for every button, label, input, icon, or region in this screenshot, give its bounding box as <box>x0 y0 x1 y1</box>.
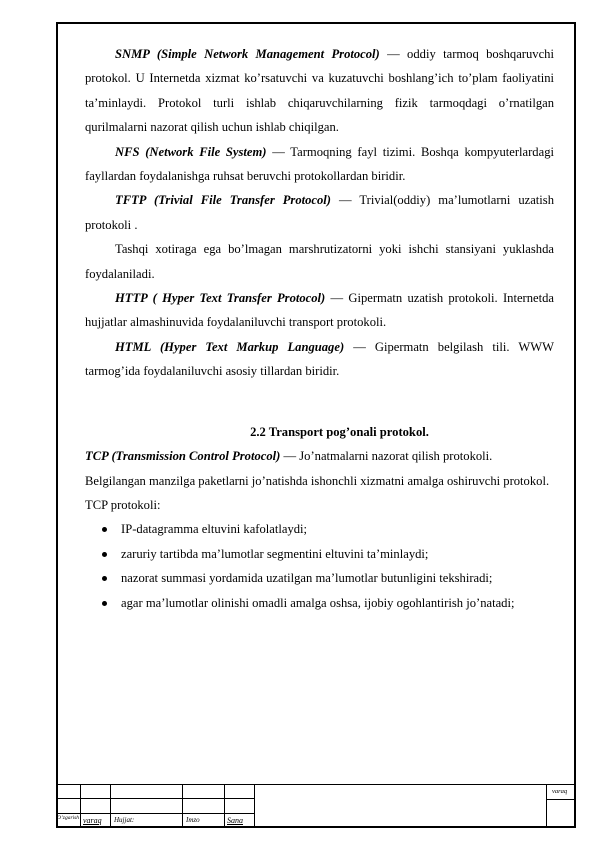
paragraph-tftp <box>85 188 554 237</box>
title-block-col-line <box>182 784 183 828</box>
list-item: IP-datagramma eltuvini kafolatlaydi; <box>85 517 554 541</box>
title-block-col-line <box>254 784 255 828</box>
paragraph-html <box>85 335 554 384</box>
paragraph-nfs <box>85 140 554 189</box>
paragraph-tcp-description: Belgilangan manzilga paketlarni jo’natishda ishonchli xizmatni amalga oshiruvchi protokol. TCP protokoli: <box>85 473 550 512</box>
term-nfs: NFS (Network File System) <box>115 144 267 159</box>
text-tftp: — Trivial(oddiy) ma’lumotlarni uzatish protokoli . <box>85 193 554 232</box>
sana-label: Sana <box>227 816 243 825</box>
list-item: agar ma’lumotlar olinishi omadli amalga oshsa, ijobiy ogohlantirish jo’natadi; <box>85 591 554 615</box>
title-block-col-line <box>546 784 547 828</box>
document-body <box>85 42 554 615</box>
title-block-col-line <box>224 784 225 828</box>
section-heading: 2.2 Transport pog’onali protokol. <box>250 424 429 439</box>
text-html: — Gipermatn belgilash tili. WWW tarmog’ida foydalaniluvchi asosiy tillardan biridir. <box>85 339 554 379</box>
term-snmp: SNMP (Simple Network Management Protocol) <box>115 47 380 61</box>
title-block-col-line <box>80 784 81 828</box>
list-item: nazorat summasi yordamida uzatilgan ma’lumotlar butunligini tekshiradi; <box>85 566 554 590</box>
paragraph-snmp <box>85 42 554 140</box>
text-nfs: — Tarmoqning fayl tizimi. Boshqa kompyuterlardagi fayllardan foydalanishga ruhsat beruvchi protokollardan biridir. <box>85 144 554 184</box>
title-block-top-line <box>56 784 576 785</box>
paragraph-http <box>85 286 554 335</box>
term-tcp: TCP (Transmission Control Protocol) <box>85 449 281 464</box>
varaq-label: varaq <box>83 816 102 825</box>
text-snmp: — oddiy tarmoq boshqaruvchi protokol. U Internetda xizmat ko’rsatuvchi va kuzatuvchi boshlang’ich to’plam faoliyatini ta’minlaydi. Protokol turli ishlab chiqaruvchilarning fizik tarmoqdagi o’rnatilgan qurilmalarni nazorat qilish uchun ishlab chiqilgan. <box>85 47 554 135</box>
hujjat-label: Hujjat: <box>114 816 135 824</box>
sheet-varaq-label: varaq <box>552 788 568 795</box>
term-http: HTTP ( Hyper Text Transfer Protocol) <box>115 291 326 306</box>
paragraph-tashqi: Tashqi xotiraga ega bo’lmagan marshrutizatorni yoki ishchi stansiyani yuklashda foydalaniladi. <box>85 242 554 281</box>
title-block-col-line <box>110 784 111 828</box>
tcp-bullet-list <box>85 517 554 615</box>
paragraph-tcp <box>85 444 554 468</box>
text-http: — Gipermatn uzatish protokoli. Internetda hujjatlar almashinuvida foydalaniluvchi transport protokoli. <box>85 291 555 330</box>
term-tftp: TFTP (Trivial File Transfer Protocol) <box>115 193 331 208</box>
title-block-sheet-line <box>546 799 576 800</box>
list-item: zaruriy tartibda ma’lumotlar segmentini eltuvini ta’minlaydi; <box>85 542 554 566</box>
imzo-label: Imzo <box>186 816 200 824</box>
text-tcp: — Jo’natmalarni nazorat qilish protokoli. <box>280 449 493 464</box>
term-html: HTML (Hyper Text Markup Language) <box>115 339 345 354</box>
ozgarish-label: O’zgarish <box>57 815 80 821</box>
title-block <box>56 784 576 828</box>
